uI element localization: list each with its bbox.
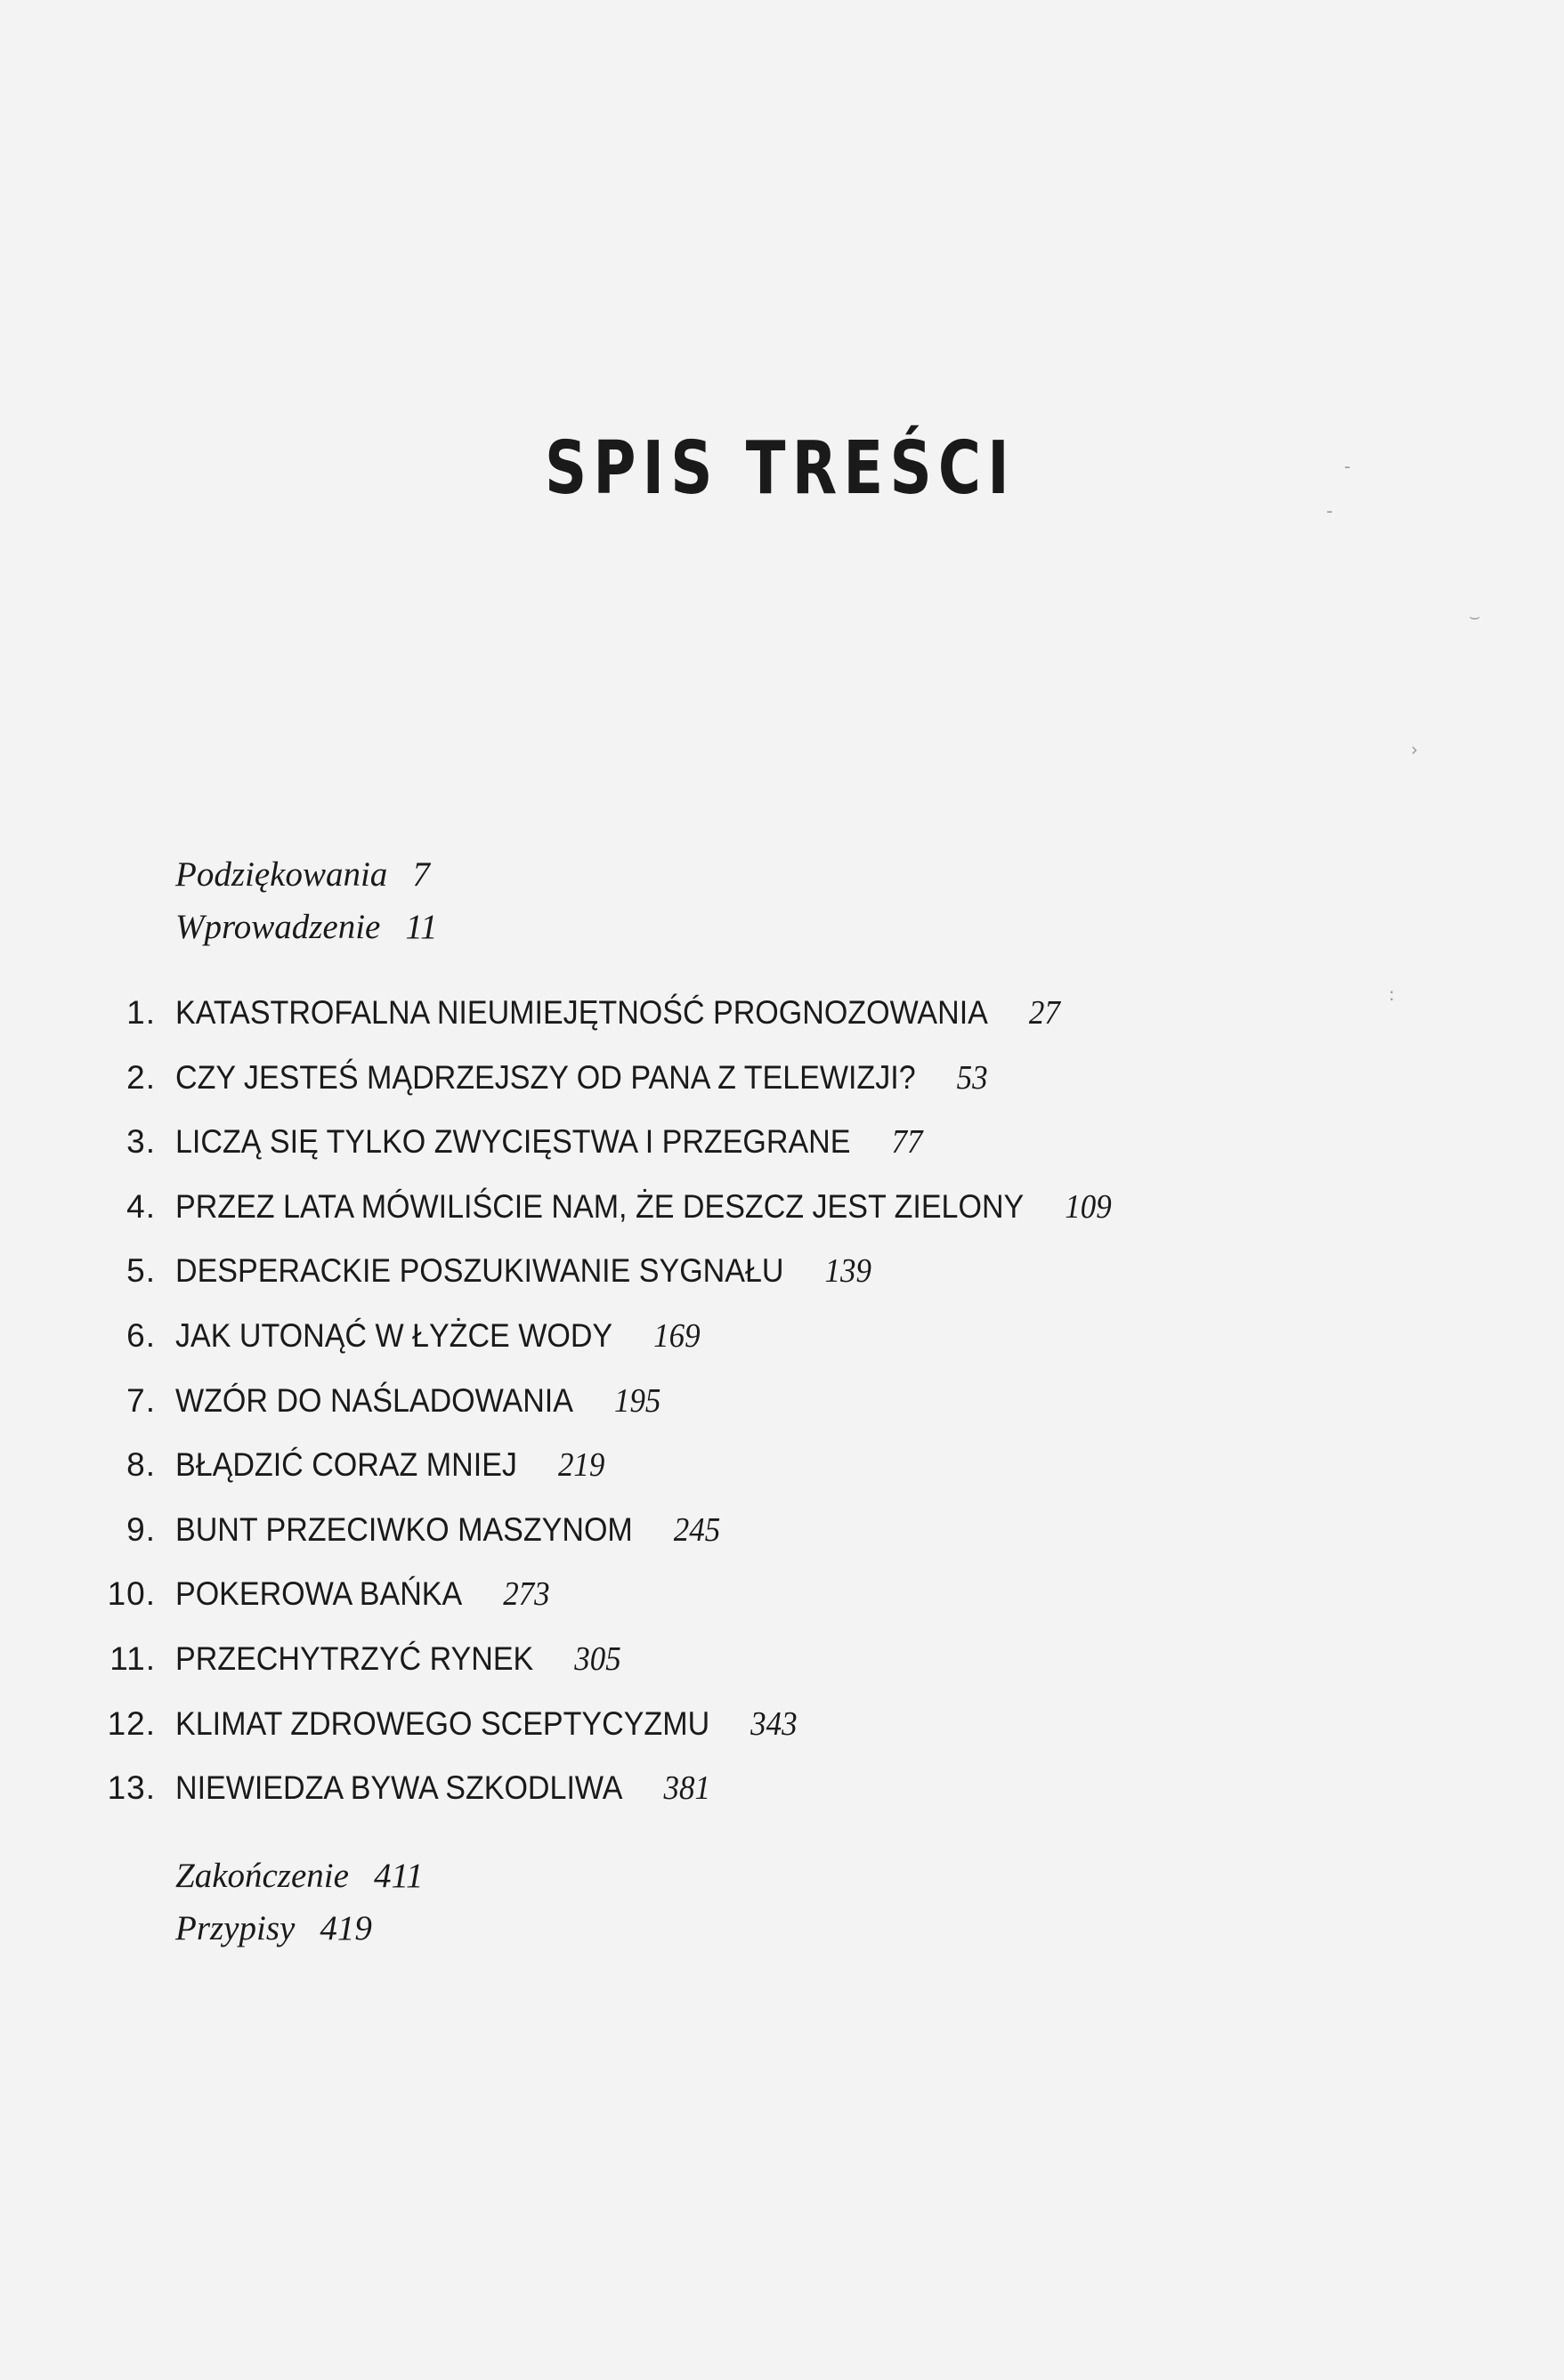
chapter-title: POKEROWA BAŃKA bbox=[175, 1575, 463, 1613]
chapter-title: NIEWIEDZA BYWA SZKODLIWA bbox=[175, 1769, 623, 1807]
chapter-page: 343 bbox=[750, 1704, 798, 1743]
chapter-page: 53 bbox=[956, 1058, 988, 1097]
back-matter-page: 419 bbox=[320, 1909, 372, 1947]
chapter-title-line bbox=[175, 981, 1060, 1046]
chapter-page: 219 bbox=[557, 1446, 605, 1485]
chapter-title: KATASTROFALNA NIEUMIEJĘTNOŚĆ PROGNOZOWANIA bbox=[175, 994, 988, 1031]
chapter-title-line bbox=[175, 1433, 604, 1498]
front-matter-page: 11 bbox=[405, 908, 438, 946]
chapter-number: 4. bbox=[126, 1187, 156, 1225]
chapter-number: 3. bbox=[126, 1123, 156, 1161]
chapter-title: KLIMAT ZDROWEGO SCEPTYCYZMU bbox=[175, 1704, 710, 1742]
back-matter-label: Zakończenie bbox=[175, 1857, 349, 1895]
chapter-title-line bbox=[175, 1498, 720, 1563]
chapter-title-line bbox=[175, 1046, 988, 1111]
chapter-page: 77 bbox=[891, 1123, 923, 1162]
chapter-number: 7. bbox=[126, 1381, 156, 1419]
back-matter-label: Przypisy bbox=[175, 1909, 296, 1947]
chapter-page: 273 bbox=[503, 1575, 550, 1614]
chapter-title: JAK UTONĄĆ W ŁYŻCE WODY bbox=[175, 1316, 613, 1354]
scan-speck: : bbox=[1389, 984, 1395, 1005]
chapter-title-line bbox=[175, 1175, 1112, 1240]
scan-speck: - bbox=[1344, 456, 1351, 477]
chapter-number: 8. bbox=[126, 1446, 156, 1484]
chapter-title-line bbox=[175, 1239, 871, 1304]
chapter-title: PRZEZ LATA MÓWILIŚCIE NAM, ŻE DESZCZ JEST ZIELONY bbox=[175, 1187, 1025, 1225]
chapter-title: CZY JESTEŚ MĄDRZEJSZY OD PANA Z TELEWIZJI? bbox=[175, 1058, 916, 1096]
chapter-title-line bbox=[175, 1562, 550, 1627]
chapter-title-line bbox=[175, 1110, 922, 1175]
chapter-page: 305 bbox=[574, 1639, 621, 1678]
chapter-title: BŁĄDZIĆ CORAZ MNIEJ bbox=[175, 1446, 517, 1484]
chapter-number: 9. bbox=[126, 1510, 156, 1548]
back-matter-item[interactable] bbox=[175, 1850, 424, 1902]
back-matter-page: 411 bbox=[373, 1857, 424, 1895]
chapter-title-line bbox=[175, 1369, 660, 1434]
chapter-title: BUNT PRZECIWKO MASZYNOM bbox=[175, 1510, 633, 1548]
front-matter-page: 7 bbox=[412, 855, 430, 894]
chapter-number: 1. bbox=[126, 994, 156, 1031]
chapter-title: WZÓR DO NAŚLADOWANIA bbox=[175, 1381, 573, 1419]
chapter-page: 139 bbox=[824, 1252, 871, 1291]
front-matter-label: Podziękowania bbox=[175, 855, 388, 894]
chapter-page: 195 bbox=[613, 1381, 661, 1420]
front-matter-label: Wprowadzenie bbox=[175, 908, 381, 946]
chapter-page: 109 bbox=[1065, 1187, 1112, 1226]
front-matter-item[interactable] bbox=[175, 848, 437, 901]
scan-speck: ⌣ bbox=[1469, 605, 1481, 627]
chapter-title-line bbox=[175, 1304, 701, 1369]
chapter-title-line bbox=[175, 1692, 798, 1757]
chapter-number: 13. bbox=[107, 1769, 156, 1807]
chapter-number: 12. bbox=[107, 1704, 156, 1742]
chapter-number: 6. bbox=[126, 1316, 156, 1354]
chapter-title-line bbox=[175, 1627, 621, 1692]
chapter-number: 11. bbox=[109, 1639, 156, 1677]
chapter-page: 27 bbox=[1028, 994, 1060, 1032]
chapter-title: PRZECHYTRZYĆ RYNEK bbox=[175, 1639, 534, 1677]
chapter-title: LICZĄ SIĘ TYLKO ZWYCIĘSTWA I PRZEGRANE bbox=[175, 1123, 851, 1161]
chapter-number: 5. bbox=[126, 1252, 156, 1290]
chapter-number: 2. bbox=[126, 1058, 156, 1096]
back-matter-item[interactable] bbox=[175, 1902, 424, 1955]
chapter-page: 245 bbox=[673, 1510, 721, 1549]
scan-speck: › bbox=[1411, 739, 1418, 760]
chapter-page: 381 bbox=[663, 1769, 710, 1808]
front-matter-list bbox=[175, 848, 437, 953]
front-matter-item[interactable] bbox=[175, 901, 437, 953]
page-title: SPIS TREŚCI bbox=[544, 426, 1016, 511]
chapter-title: DESPERACKIE POSZUKIWANIE SYGNAŁU bbox=[175, 1252, 784, 1290]
chapter-page: 169 bbox=[653, 1316, 701, 1355]
scan-speck: - bbox=[1326, 500, 1333, 522]
chapter-title-line bbox=[175, 1756, 710, 1821]
chapter-number: 10. bbox=[107, 1575, 156, 1613]
back-matter-list bbox=[175, 1850, 424, 1955]
